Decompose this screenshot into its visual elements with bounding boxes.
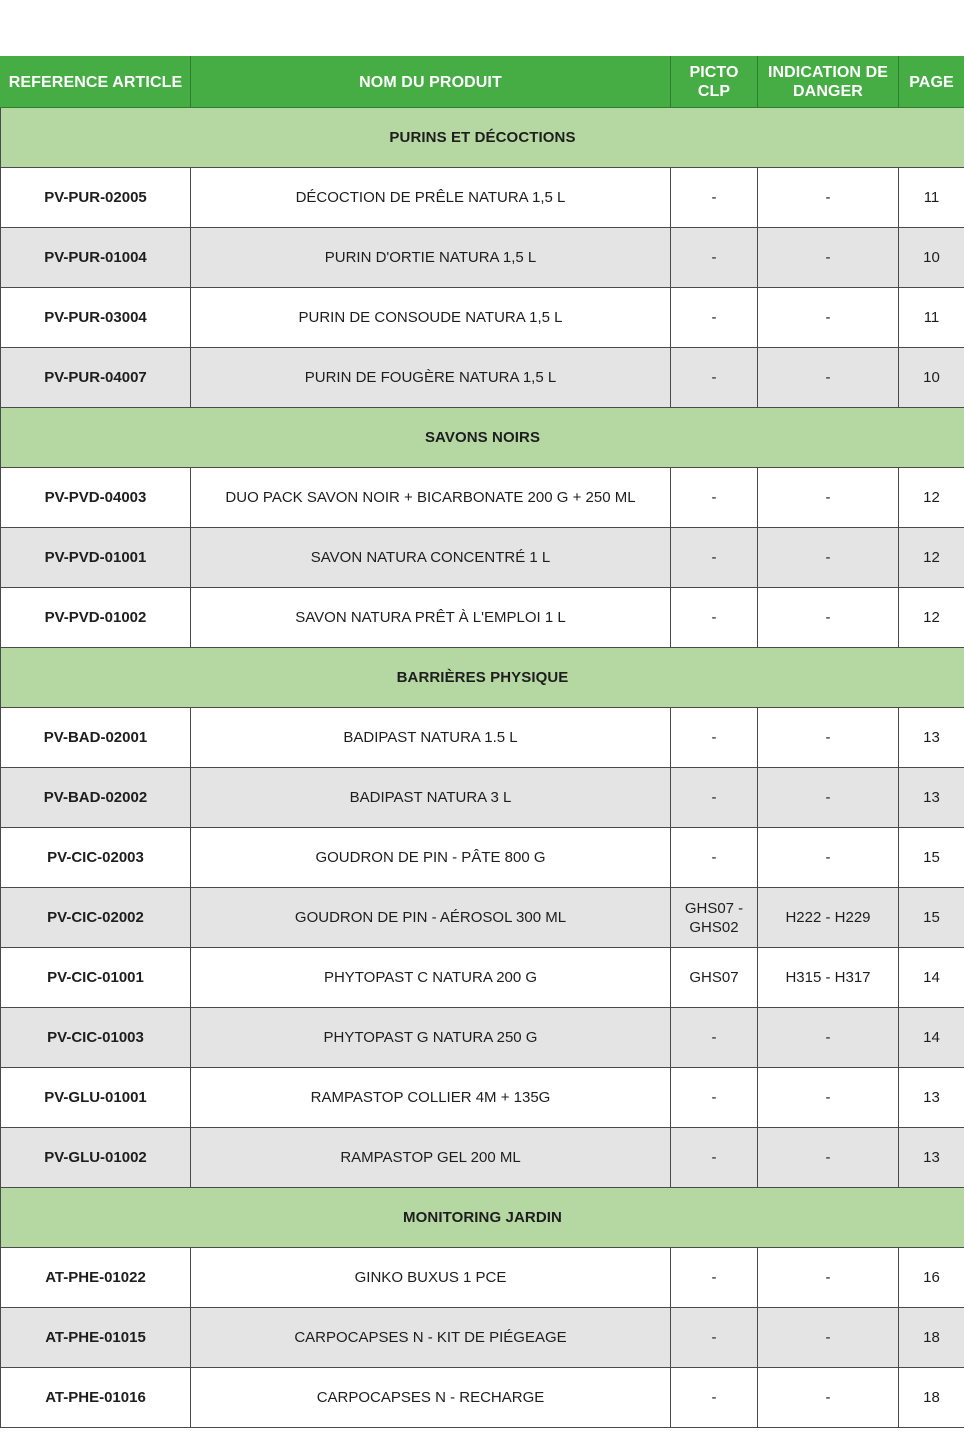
page-number-cell: 10 <box>899 348 964 408</box>
reference-cell: PV-PUR-01004 <box>1 228 191 288</box>
page-number-cell: 15 <box>899 888 964 948</box>
table-row <box>1 888 964 948</box>
table-row <box>1 1368 964 1428</box>
danger-indication-cell: - <box>758 168 899 228</box>
product-name-cell: BADIPAST NATURA 1.5 L <box>191 708 671 768</box>
danger-indication-cell: - <box>758 1128 899 1188</box>
danger-indication-cell: - <box>758 1368 899 1428</box>
page-number-cell: 11 <box>899 168 964 228</box>
picto-clp-cell: - <box>671 708 758 768</box>
table-row <box>1 468 964 528</box>
product-name-cell: PHYTOPAST C NATURA 200 G <box>191 948 671 1008</box>
product-name-cell: GINKO BUXUS 1 PCE <box>191 1248 671 1308</box>
danger-indication-cell: - <box>758 288 899 348</box>
product-name-cell: PURIN DE CONSOUDE NATURA 1,5 L <box>191 288 671 348</box>
table-row <box>1 588 964 648</box>
section-header-row <box>1 108 964 168</box>
page-number-cell: 16 <box>899 1248 964 1308</box>
danger-indication-cell: - <box>758 528 899 588</box>
danger-indication-cell: - <box>758 768 899 828</box>
section-title: BARRIÈRES PHYSIQUE <box>1 648 964 708</box>
reference-cell: PV-BAD-02001 <box>1 708 191 768</box>
reference-cell: AT-PHE-01015 <box>1 1308 191 1368</box>
picto-clp-cell: - <box>671 1128 758 1188</box>
picto-clp-cell: - <box>671 1308 758 1368</box>
danger-indication-cell: - <box>758 1068 899 1128</box>
section-header-row <box>1 648 964 708</box>
picto-clp-cell: - <box>671 1068 758 1128</box>
page-number-cell: 14 <box>899 948 964 1008</box>
page-number-cell: 12 <box>899 528 964 588</box>
danger-indication-cell: - <box>758 1308 899 1368</box>
table-header <box>1 57 964 108</box>
product-name-cell: BADIPAST NATURA 3 L <box>191 768 671 828</box>
table-row <box>1 1068 964 1128</box>
table-row <box>1 948 964 1008</box>
page-number-cell: 15 <box>899 828 964 888</box>
page-number-cell: 11 <box>899 288 964 348</box>
header-picto-clp: PICTO CLP <box>671 57 758 108</box>
section-header-row <box>1 408 964 468</box>
table-row <box>1 768 964 828</box>
table-row <box>1 708 964 768</box>
reference-cell: PV-GLU-01001 <box>1 1068 191 1128</box>
danger-indication-cell: - <box>758 1008 899 1068</box>
picto-clp-cell: GHS07 - GHS02 <box>671 888 758 948</box>
danger-indication-cell: - <box>758 228 899 288</box>
product-name-cell: GOUDRON DE PIN - PÂTE 800 G <box>191 828 671 888</box>
reference-cell: PV-BAD-02002 <box>1 768 191 828</box>
danger-indication-cell: - <box>758 828 899 888</box>
product-name-cell: SAVON NATURA PRÊT À L'EMPLOI 1 L <box>191 588 671 648</box>
header-page: PAGE <box>899 57 964 108</box>
picto-clp-cell: - <box>671 1248 758 1308</box>
product-name-cell: DUO PACK SAVON NOIR + BICARBONATE 200 G + 250 ML <box>191 468 671 528</box>
product-name-cell: PHYTOPAST G NATURA 250 G <box>191 1008 671 1068</box>
page-number-cell: 12 <box>899 468 964 528</box>
section-title: PURINS ET DÉCOCTIONS <box>1 108 964 168</box>
picto-clp-cell: - <box>671 348 758 408</box>
picto-clp-cell: - <box>671 468 758 528</box>
header-indication-de-danger: INDICATION DE DANGER <box>758 57 899 108</box>
reference-cell: PV-PUR-04007 <box>1 348 191 408</box>
product-name-cell: PURIN DE FOUGÈRE NATURA 1,5 L <box>191 348 671 408</box>
header-nom-du-produit: NOM DU PRODUIT <box>191 57 671 108</box>
picto-clp-cell: - <box>671 1008 758 1068</box>
page-number-cell: 18 <box>899 1368 964 1428</box>
table-row <box>1 228 964 288</box>
danger-indication-cell: H315 - H317 <box>758 948 899 1008</box>
table-row <box>1 1008 964 1068</box>
page-number-cell: 14 <box>899 1008 964 1068</box>
page-number-cell: 13 <box>899 1068 964 1128</box>
product-name-cell: RAMPASTOP COLLIER 4M + 135G <box>191 1068 671 1128</box>
table-row <box>1 828 964 888</box>
reference-cell: PV-GLU-01002 <box>1 1128 191 1188</box>
picto-clp-cell: GHS07 <box>671 948 758 1008</box>
section-header-row <box>1 1188 964 1248</box>
page-number-cell: 13 <box>899 1128 964 1188</box>
product-name-cell: CARPOCAPSES N - KIT DE PIÉGEAGE <box>191 1308 671 1368</box>
product-name-cell: PURIN D'ORTIE NATURA 1,5 L <box>191 228 671 288</box>
picto-clp-cell: - <box>671 1368 758 1428</box>
table-row <box>1 528 964 588</box>
product-catalog-table <box>0 56 964 1428</box>
page-number-cell: 18 <box>899 1308 964 1368</box>
page-number-cell: 13 <box>899 708 964 768</box>
product-name-cell: GOUDRON DE PIN - AÉROSOL 300 ML <box>191 888 671 948</box>
reference-cell: PV-CIC-01001 <box>1 948 191 1008</box>
picto-clp-cell: - <box>671 828 758 888</box>
reference-cell: AT-PHE-01022 <box>1 1248 191 1308</box>
reference-cell: AT-PHE-01016 <box>1 1368 191 1428</box>
table-body <box>1 108 964 1428</box>
section-title: SAVONS NOIRS <box>1 408 964 468</box>
picto-clp-cell: - <box>671 588 758 648</box>
table-row <box>1 1128 964 1188</box>
reference-cell: PV-PUR-02005 <box>1 168 191 228</box>
product-name-cell: CARPOCAPSES N - RECHARGE <box>191 1368 671 1428</box>
reference-cell: PV-PVD-01001 <box>1 528 191 588</box>
reference-cell: PV-PUR-03004 <box>1 288 191 348</box>
header-reference-article: REFERENCE ARTICLE <box>1 57 191 108</box>
product-name-cell: RAMPASTOP GEL 200 ML <box>191 1128 671 1188</box>
danger-indication-cell: - <box>758 1248 899 1308</box>
danger-indication-cell: - <box>758 348 899 408</box>
page-number-cell: 10 <box>899 228 964 288</box>
danger-indication-cell: - <box>758 468 899 528</box>
product-name-cell: DÉCOCTION DE PRÊLE NATURA 1,5 L <box>191 168 671 228</box>
table-row <box>1 348 964 408</box>
section-title: MONITORING JARDIN <box>1 1188 964 1248</box>
picto-clp-cell: - <box>671 228 758 288</box>
reference-cell: PV-CIC-02002 <box>1 888 191 948</box>
reference-cell: PV-PVD-01002 <box>1 588 191 648</box>
table-row <box>1 168 964 228</box>
picto-clp-cell: - <box>671 768 758 828</box>
reference-cell: PV-PVD-04003 <box>1 468 191 528</box>
page-number-cell: 12 <box>899 588 964 648</box>
danger-indication-cell: H222 - H229 <box>758 888 899 948</box>
product-name-cell: SAVON NATURA CONCENTRÉ 1 L <box>191 528 671 588</box>
reference-cell: PV-CIC-01003 <box>1 1008 191 1068</box>
picto-clp-cell: - <box>671 168 758 228</box>
table-row <box>1 1308 964 1368</box>
picto-clp-cell: - <box>671 528 758 588</box>
picto-clp-cell: - <box>671 288 758 348</box>
header-row <box>1 57 964 108</box>
table-row <box>1 288 964 348</box>
table-row <box>1 1248 964 1308</box>
danger-indication-cell: - <box>758 708 899 768</box>
reference-cell: PV-CIC-02003 <box>1 828 191 888</box>
danger-indication-cell: - <box>758 588 899 648</box>
page-number-cell: 13 <box>899 768 964 828</box>
